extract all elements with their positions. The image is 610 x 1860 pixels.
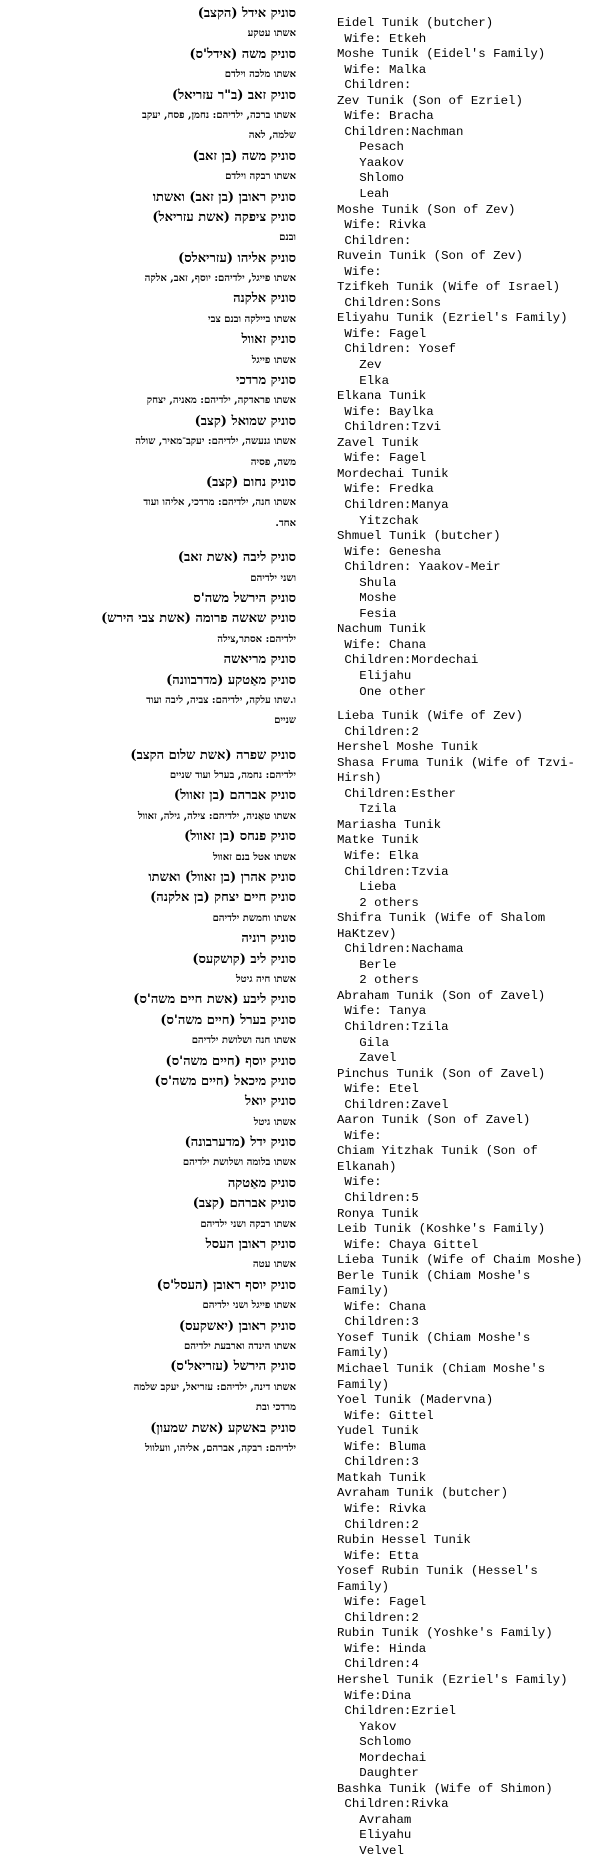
hebrew-entry-line: סוניק ראובן העסל <box>205 1237 296 1253</box>
english-entry-line: Yitzchak <box>337 513 419 528</box>
english-entry-line: Abraham Tunik (Son of Zavel) <box>337 988 546 1003</box>
english-entry-line: Wife: Etta <box>337 1548 419 1563</box>
english-entry-line: Eidel Tunik (butcher) <box>337 16 494 30</box>
hebrew-entry-line: אשתו ברכה, ילדיהם: נחמן, פסח, יעקב <box>142 109 296 121</box>
hebrew-entry-line: אשתו חיה גיטל <box>235 973 296 985</box>
english-entry-line: Family) <box>337 1377 390 1392</box>
hebrew-entry-line: סוניק מריאשה <box>223 652 296 668</box>
english-entry-line: Yakov <box>337 1719 397 1734</box>
hebrew-entry-line: סוניק רוניה <box>241 931 296 947</box>
english-entry-line: Children:Mordechai <box>337 653 479 668</box>
english-entry-line: Aaron Tunik (Son of Zavel) <box>337 1113 531 1128</box>
english-section-gap <box>337 700 609 709</box>
hebrew-entry-line: אשתו וחמשת ילדיהם <box>212 912 296 924</box>
english-entry-line: Children:Rivka <box>337 1797 449 1812</box>
english-entry-line: Gila <box>337 1035 390 1050</box>
english-entry-line: Eliyahu <box>337 1828 412 1843</box>
english-entry-line: Wife: Baylka <box>337 404 434 419</box>
hebrew-entry-line: סוניק זאב (ב"ר עזריאל) <box>171 87 296 103</box>
hebrew-entry-line: סוניק יוסף ראובן (העסל'ס) <box>156 1277 296 1293</box>
english-entry-line: Family) <box>337 1579 390 1594</box>
english-entry-line: Wife: Etkeh <box>337 31 427 46</box>
english-entry-line: Yudel Tunik <box>337 1424 419 1439</box>
hebrew-entry-line: סוניק אברהם (קצב) <box>192 1196 296 1212</box>
hebrew-entry-line: סוניק מרדכי <box>236 373 296 389</box>
english-entry-line: Eliyahu Tunik (Ezriel's Family) <box>337 311 568 326</box>
english-entry-line: Lieba <box>337 880 397 895</box>
english-entry-line: Wife: Fagel <box>337 1595 427 1610</box>
english-entry-line: Zavel Tunik <box>337 435 419 450</box>
english-entry-line: Yaakov <box>337 155 404 170</box>
english-entry-line: Children:3 <box>337 1315 419 1330</box>
english-entry-line: Wife: Fagel <box>337 451 427 466</box>
english-entry-line: Children:Tzvi <box>337 420 442 435</box>
english-entry-line: Children:Nachama <box>337 942 464 957</box>
hebrew-entry-line: סוניק הירשל (עזריאל'ס) <box>170 1359 296 1375</box>
english-entry-line: Berle Tunik (Chiam Moshe's <box>337 1268 531 1283</box>
english-entry-line: Leib Tunik (Koshke's Family) <box>337 1222 546 1237</box>
english-entry-line: Schlomo <box>337 1735 412 1750</box>
english-entry-line: Pesach <box>337 140 404 155</box>
hebrew-entry-line: שלמה, לאה <box>248 130 296 142</box>
english-entry-line: Zavel <box>337 1051 397 1066</box>
english-entry-line: Ruvein Tunik (Son of Zev) <box>337 249 523 264</box>
hebrew-entry-line: אשתו עטה <box>252 1259 296 1271</box>
hebrew-entry-line: סוניק ראובן (יאשקעס) <box>179 1318 296 1334</box>
english-entry-line: Wife: Bluma <box>337 1439 427 1454</box>
english-entry-line: Tzifkeh Tunik (Wife of Israel) <box>337 280 561 295</box>
english-entry-line: Berle <box>337 957 397 972</box>
english-entry-line: Children:Nachman <box>337 124 464 139</box>
english-entry-line: Children:2 <box>337 1517 419 1532</box>
hebrew-entry-line: סוניק פנחס (בן זאוול) <box>184 829 296 845</box>
hebrew-entry-line: סוניק שאשה פרומה (אשת צבי הירש) <box>101 611 296 627</box>
english-entry-line: Michael Tunik (Chiam Moshe's <box>337 1362 546 1377</box>
english-entry-line: Hershel Moshe Tunik <box>337 740 479 755</box>
hebrew-entry-line: אשתו חנה, ילדיהם: מרדכי, אליהו ועוד <box>143 497 296 509</box>
english-entry-line: Wife: Genesha <box>337 544 442 559</box>
hebrew-entry-line: סוניק ידל (מדערבונה) <box>184 1135 296 1151</box>
english-entry-line: Wife: Tanya <box>337 1004 427 1019</box>
english-entry-line: HaKtzev) <box>337 926 397 941</box>
hebrew-entry-line: סוניק מאַטקע (מדרבוונה) <box>166 672 296 688</box>
english-entry-line: Children:Tzila <box>337 1020 449 1034</box>
english-entry-line: Elkanah) <box>337 1159 397 1174</box>
english-entry-line: Nachum Tunik <box>337 622 427 637</box>
hebrew-entry-line: מרדכי ובת <box>255 1402 296 1414</box>
english-entry-line: Children:Sons <box>337 295 442 310</box>
hebrew-section-gap <box>28 732 296 746</box>
hebrew-entry-line: סוניק שפרה (אשת שלום הקצב) <box>130 747 296 763</box>
english-entry-line: Children: <box>337 233 412 248</box>
english-entry-line: Wife: Etel <box>337 1082 419 1097</box>
hebrew-entry-line: אשתו בלומה ושלושת ילדיהם <box>182 1157 296 1169</box>
english-entry-line: Children:5 <box>337 1191 419 1206</box>
hebrew-entry-line: שניים <box>274 715 296 727</box>
hebrew-entry-line: אשתו פראדקה, ילדיהם: מאניה, יצחק <box>146 395 296 407</box>
hebrew-entry-line: אשתו מלכה וילדם <box>224 69 296 81</box>
english-entry-line: Shula <box>337 575 397 590</box>
english-entry-line: Wife: Malka <box>337 62 427 77</box>
hebrew-entry-line: סוניק אהרן (בן זאוול) ואשתו <box>148 870 296 886</box>
english-entry-line: Bashka Tunik (Wife of Shimon) <box>337 1781 553 1796</box>
hebrew-entry-line: אשתו אטל בנם זאוול <box>212 851 296 863</box>
hebrew-entry-line: סוניק זאוול <box>241 332 296 348</box>
english-entry-line: Wife: Fredka <box>337 482 434 497</box>
hebrew-entry-line: סוניק נחום (קצב) <box>205 474 296 490</box>
english-entry-line: Shasa Fruma Tunik (Wife of Tzvi- <box>337 755 575 770</box>
english-entry-line: Yosef Tunik (Chiam Moshe's <box>337 1330 531 1345</box>
hebrew-entry-line: משה, פסיה <box>250 456 296 468</box>
hebrew-entry-line: אשתו הינדה וארבעת ילדיהם <box>184 1341 296 1352</box>
english-entry-line: Children:2 <box>337 1610 419 1625</box>
english-entry-line: Daughter <box>337 1766 419 1781</box>
hebrew-column <box>28 4 296 1459</box>
hebrew-entry-line: אשתו פייגל ושני ילדיהם <box>202 1300 296 1312</box>
english-entry-line: Children:Zavel <box>337 1097 449 1112</box>
english-entry-line: Children:Tzvia <box>337 864 449 879</box>
english-entry-line: Family) <box>337 1346 390 1361</box>
english-entry-line: Hirsh) <box>337 771 382 786</box>
english-entry-line: Wife: Chaya Gittel <box>337 1237 479 1252</box>
english-entry-line: Ronya Tunik <box>337 1206 419 1221</box>
english-entry-line: Zev <box>337 358 382 373</box>
hebrew-entry-line: סוניק אלקנה <box>233 291 296 307</box>
english-entry-line: Lieba Tunik (Wife of Zev) <box>337 709 523 724</box>
english-entry-line: Moshe Tunik (Eidel's Family) <box>337 47 546 62</box>
english-entry-line: Mordechai <box>337 1750 427 1765</box>
hebrew-entry-line: ילדיהם: נחמה, בערל ועוד שניים <box>169 770 296 782</box>
hebrew-entry-line: ילדיהם: רבקה, אברהם, אליהו, וועלוול <box>144 1442 296 1454</box>
english-entry-line: Velvel <box>337 1843 404 1858</box>
english-entry-line: Hershel Tunik (Ezriel's Family) <box>337 1672 568 1687</box>
hebrew-entry-line: אשתו דינה, ילדיהם: עזריאל, יעקב שלמה <box>133 1381 296 1393</box>
english-entry-line: Children: Yosef <box>337 342 456 357</box>
english-entry-line: Wife: <box>337 1175 382 1190</box>
english-entry-line: Wife: Rivka <box>337 1501 427 1516</box>
hebrew-entry-line: אשתו פייגל <box>251 354 296 366</box>
english-entry-line: Children:3 <box>337 1455 419 1470</box>
english-entry-line: Children:2 <box>337 724 419 739</box>
hebrew-section-gap <box>28 534 296 548</box>
hebrew-entry-line: ובנם <box>279 232 296 244</box>
hebrew-entry-line: אשתו חנה ושלושת ילדיהם <box>191 1035 296 1047</box>
hebrew-entry-line: סוניק באשקע (אשת שמעון) <box>150 1420 296 1436</box>
english-entry-line: Wife: Chana <box>337 637 427 652</box>
english-entry-line: Children:Esther <box>337 786 456 801</box>
english-entry-line: Mordechai Tunik <box>337 466 449 481</box>
english-entry-line: Shmuel Tunik (butcher) <box>337 529 501 544</box>
english-entry-line: Wife: <box>337 264 382 279</box>
hebrew-entry-line: סוניק חיים יצחק (בן אלקנה) <box>150 890 296 906</box>
english-entry-line: Children:Manya <box>337 497 449 512</box>
english-entry-line: Zev Tunik (Son of Ezriel) <box>337 93 523 108</box>
english-entry-line: Children:4 <box>337 1657 419 1672</box>
english-entry-line: Elka <box>337 373 390 388</box>
hebrew-entry-line: סוניק אליהו (עזריאלס) <box>178 250 296 266</box>
hebrew-entry-line: סוניק ראובן (בן זאב) ואשתו <box>152 189 296 205</box>
english-entry-line: Matkah Tunik <box>337 1470 427 1485</box>
english-entry-line: Rubin Hessel Tunik <box>337 1533 471 1548</box>
hebrew-entry-line: ילדיהם: אסתר,צילה <box>217 633 296 645</box>
english-entry-line: Rubin Tunik (Yoshke's Family) <box>337 1626 553 1641</box>
english-entry-line: One other <box>337 684 427 699</box>
hebrew-entry-line: אשתו פייגל, ילדיהם: יוסף, זאב, אלקה <box>144 273 296 285</box>
hebrew-entry-line: סוניק ליב (קושקעס) <box>192 951 296 967</box>
hebrew-entry-line: סוניק בערל (חיים משה'ס) <box>160 1012 296 1028</box>
hebrew-entry-line: אשתו רבקה וילדם <box>225 171 296 183</box>
english-entry-line: Wife: Chana <box>337 1299 427 1314</box>
hebrew-entry-line: סוניק מיכאל (חיים משה'ס) <box>154 1073 296 1089</box>
english-entry-line: Wife: Hinda <box>337 1641 427 1656</box>
english-entry-line: Wife: Gittel <box>337 1408 434 1423</box>
english-entry-line: Children: <box>337 78 412 93</box>
english-entry-line: Chiam Yitzhak Tunik (Son of <box>337 1144 538 1159</box>
english-entry-line: Family) <box>337 1284 390 1299</box>
english-column <box>337 16 609 1860</box>
english-entry-line: Mariasha Tunik <box>337 817 442 832</box>
hebrew-entry-line: סוניק שמואל (קצב) <box>194 413 296 429</box>
english-entry-line: Wife:Dina <box>337 1688 412 1703</box>
hebrew-entry-line: אשתו טאַניה, ילדיהם: צילה, גילה, זאוול <box>137 810 296 822</box>
hebrew-entry-line: אשתו עטקע <box>247 28 296 40</box>
hebrew-entry-line: אשתו גנעשה, ילדיהם: יעקב־מאיר, שולה <box>135 436 296 448</box>
english-entry-line: Elijahu <box>337 668 412 683</box>
english-entry-line: Yoel Tunik (Madervna) <box>337 1393 494 1408</box>
english-entry-line: Leah <box>337 187 390 202</box>
english-entry-line: Pinchus Tunik (Son of Zavel) <box>337 1066 546 1081</box>
hebrew-entry-line: ו.שתו עלקה, ילדיהם: צביה, ליבה ועוד <box>146 694 296 706</box>
hebrew-entry-line: אשתו ביילקה ובנם צבי <box>208 313 296 325</box>
hebrew-entry-line: סוניק אידל (הקצב) <box>197 6 296 21</box>
hebrew-entry-line: אשתו גיטל <box>253 1116 296 1128</box>
hebrew-entry-line: אשתו רבקה ושני ילדיהם <box>200 1218 296 1230</box>
hebrew-entry-line: אחד. <box>275 517 296 529</box>
english-entry-line: Shlomo <box>337 171 404 186</box>
hebrew-entry-line: סוניק ציפקה (אשת עזריאל) <box>152 209 296 225</box>
english-entry-line: Shifra Tunik (Wife of Shalom <box>337 911 546 926</box>
english-entry-line: Wife: Bracha <box>337 109 434 124</box>
hebrew-entry-line: סוניק הירשל משה'ס <box>193 590 296 606</box>
english-entry-line: Wife: Fagel <box>337 326 427 341</box>
hebrew-entry-line: סוניק ליבה (אשת זאב) <box>177 550 296 566</box>
hebrew-entry-line: סוניק משה (בן זאב) <box>192 148 296 164</box>
hebrew-entry-line: ושני ילדיהם <box>250 572 296 584</box>
english-entry-line: Avraham Tunik (butcher) <box>337 1486 509 1501</box>
english-entry-line: Moshe <box>337 591 397 606</box>
english-entry-line: Wife: <box>337 1128 382 1143</box>
english-entry-line: Tzila <box>337 802 397 817</box>
hebrew-entry-line: סוניק יוסף (חיים משה'ס) <box>165 1053 296 1069</box>
hebrew-entry-line: סוניק אברהם (בן זאוול) <box>173 788 296 804</box>
english-entry-line: Children:Ezriel <box>337 1704 456 1719</box>
hebrew-entry-line: סוניק יואל <box>244 1094 296 1110</box>
english-entry-line: Moshe Tunik (Son of Zev) <box>337 202 516 217</box>
english-entry-line: 2 others <box>337 895 419 910</box>
english-entry-line: 2 others <box>337 973 419 988</box>
hebrew-entry-line: סוניק ליבע (אשת חיים משה'ס) <box>133 992 296 1008</box>
english-entry-line: Yosef Rubin Tunik (Hessel's <box>337 1564 538 1579</box>
hebrew-entry-line: סוניק מאַטקה <box>227 1175 296 1191</box>
english-entry-line: Wife: Elka <box>337 848 419 863</box>
english-entry-line: Children: Yaakov-Meir <box>337 560 501 575</box>
english-entry-line: Matke Tunik <box>337 833 419 848</box>
english-entry-line: Lieba Tunik (Wife of Chaim Moshe) <box>337 1253 583 1268</box>
english-entry-line: Elkana Tunik <box>337 389 427 404</box>
english-entry-line: Avraham <box>337 1812 412 1827</box>
english-entry-line: Fesia <box>337 606 397 621</box>
hebrew-entry-line: סוניק משה (אידל'ס) <box>189 46 296 62</box>
english-entry-line: Wife: Rivka <box>337 218 427 233</box>
